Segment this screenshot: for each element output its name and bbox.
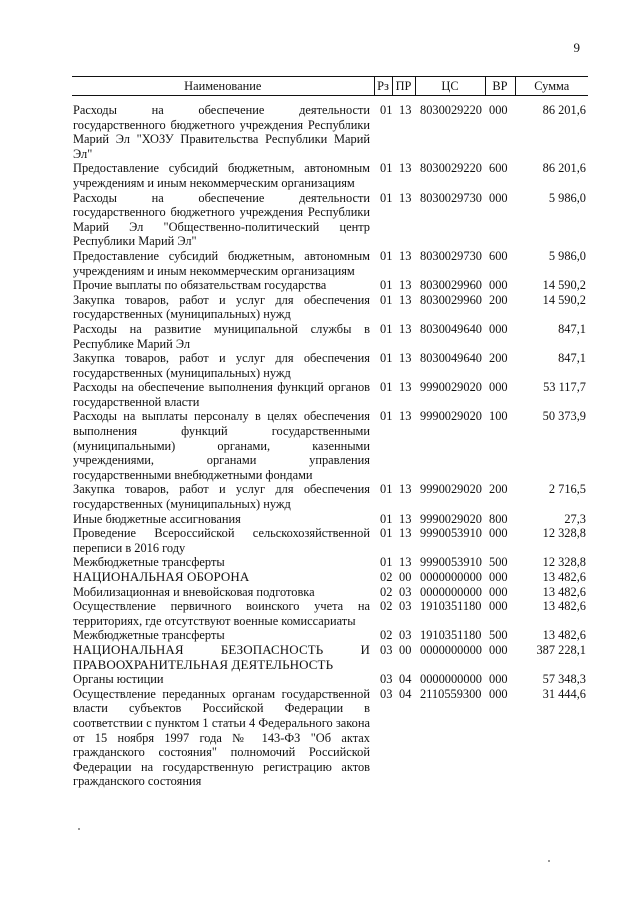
cell-vr: 200 <box>489 482 508 497</box>
cell-sum: 86 201,6 <box>542 103 586 117</box>
cell-name: Предоставление субсидий бюджетным, автономным учреждениям и иным некоммерческим организациям <box>73 161 370 190</box>
cell-name: НАЦИОНАЛЬНАЯ БЕЗОПАСНОСТЬ И ПРАВООХРАНИТЕЛЬНАЯ ДЕЯТЕЛЬНОСТЬ <box>73 642 370 672</box>
cell-rz: 01 <box>380 248 392 263</box>
table-row <box>72 161 588 190</box>
cell-rz: 01 <box>380 278 392 293</box>
table-header <box>72 77 588 96</box>
cell-cs: 8030029220 <box>420 161 482 176</box>
cell-rz: 01 <box>380 482 392 497</box>
cell-sum: 50 373,9 <box>542 409 586 424</box>
cell-vr: 000 <box>489 584 508 599</box>
cell-name: Межбюджетные трансферты <box>73 628 225 643</box>
table-row <box>72 672 588 687</box>
cell-sum: 13 482,6 <box>542 584 586 599</box>
page-number: 9 <box>573 40 580 55</box>
cell-sum: 13 482,6 <box>542 570 586 584</box>
cell-sum: 12 328,8 <box>542 555 586 570</box>
cell-cs: 8030049640 <box>420 321 482 336</box>
cell-rz: 02 <box>380 599 392 614</box>
cell-cs: 9990029020 <box>420 380 482 395</box>
cell-sum: 13 482,6 <box>542 628 586 643</box>
cell-pr: 13 <box>399 292 412 307</box>
cell-cs: 9990053910 <box>420 526 482 541</box>
cell-rz: 02 <box>380 628 392 643</box>
cell-cs: 2110559300 <box>420 686 482 701</box>
cell-name: Органы юстиции <box>73 672 164 687</box>
cell-sum: 847,1 <box>558 321 586 336</box>
cell-rz: 01 <box>380 321 392 336</box>
cell-vr: 500 <box>489 628 508 643</box>
scan-speck <box>78 828 80 830</box>
cell-sum: 86 201,6 <box>542 161 586 176</box>
cell-pr: 03 <box>399 628 412 643</box>
cell-name: Предоставление субсидий бюджетным, автономным учреждениям и иным некоммерческим организациям <box>73 248 370 278</box>
scan-speck <box>548 860 550 862</box>
cell-vr: 200 <box>489 292 508 307</box>
table-row <box>72 191 588 249</box>
header-name: Наименование <box>72 77 374 96</box>
cell-cs: 8030029960 <box>420 292 482 307</box>
cell-pr: 00 <box>399 642 412 657</box>
cell-name: Закупка товаров, работ и услуг для обеспечения государственных (муниципальных) нужд <box>73 482 370 512</box>
cell-cs: 0000000000 <box>420 672 482 687</box>
cell-sum: 27,3 <box>564 511 586 526</box>
cell-sum: 57 348,3 <box>542 672 586 687</box>
table-body <box>72 96 588 789</box>
cell-pr: 03 <box>399 599 412 614</box>
cell-name: Проведение Всероссийской сельскохозяйственной переписи в 2016 году <box>73 526 370 555</box>
cell-rz: 01 <box>380 511 392 526</box>
cell-vr: 600 <box>489 161 508 176</box>
cell-rz: 02 <box>380 570 392 584</box>
cell-pr: 13 <box>399 161 412 176</box>
cell-cs: 0000000000 <box>420 584 482 599</box>
cell-sum: 13 482,6 <box>542 599 586 614</box>
cell-cs: 8030029730 <box>420 248 482 263</box>
cell-name: Расходы на развитие муниципальной службы в Республике Марий Эл <box>73 321 370 351</box>
cell-pr: 13 <box>399 511 412 526</box>
cell-rz: 01 <box>380 409 392 424</box>
cell-vr: 000 <box>489 278 508 293</box>
table-row <box>72 96 588 162</box>
header-cs: ЦС <box>415 77 485 96</box>
cell-cs: 9990029020 <box>420 511 482 526</box>
cell-cs: 8030029960 <box>420 278 482 293</box>
cell-cs: 8030049640 <box>420 351 482 366</box>
cell-sum: 5 986,0 <box>548 248 586 263</box>
cell-pr: 13 <box>399 190 412 205</box>
cell-name: Закупка товаров, работ и услуг для обеспечения государственных (муниципальных) нужд <box>73 351 370 380</box>
cell-rz: 01 <box>380 161 392 176</box>
cell-pr: 04 <box>399 672 412 687</box>
table-row <box>72 526 588 555</box>
cell-pr: 13 <box>399 321 412 336</box>
cell-vr: 200 <box>489 351 508 366</box>
cell-sum: 14 590,2 <box>542 292 586 307</box>
cell-pr: 13 <box>399 351 412 366</box>
table-row <box>72 293 588 322</box>
table-row <box>72 380 588 409</box>
cell-sum: 2 716,5 <box>548 482 586 497</box>
table-row <box>72 249 588 278</box>
cell-cs: 1910351180 <box>420 599 482 614</box>
cell-rz: 01 <box>380 380 392 395</box>
budget-table <box>72 76 588 789</box>
cell-vr: 000 <box>489 526 508 541</box>
cell-pr: 13 <box>399 482 412 497</box>
cell-rz: 01 <box>380 351 392 366</box>
cell-vr: 000 <box>489 321 508 336</box>
table-row <box>72 482 588 511</box>
table-row <box>72 351 588 380</box>
cell-name: Иные бюджетные ассигнования <box>73 511 241 526</box>
cell-pr: 13 <box>399 526 412 541</box>
cell-cs: 0000000000 <box>420 570 482 584</box>
table-row <box>72 512 588 527</box>
cell-vr: 000 <box>489 190 508 205</box>
cell-cs: 8030029220 <box>420 103 482 117</box>
cell-rz: 03 <box>380 672 392 687</box>
table-row <box>72 599 588 628</box>
cell-pr: 13 <box>399 409 412 424</box>
cell-vr: 000 <box>489 103 508 117</box>
cell-vr: 600 <box>489 248 508 263</box>
header-vr: ВР <box>485 77 515 96</box>
cell-sum: 847,1 <box>558 351 586 366</box>
cell-cs: 8030029730 <box>420 190 482 205</box>
table-row <box>72 409 588 482</box>
cell-sum: 31 444,6 <box>542 686 586 701</box>
cell-name: Осуществление первичного воинского учета на территориях, где отсутствуют военные комиссариаты <box>73 599 370 628</box>
table-row <box>72 322 588 351</box>
cell-vr: 000 <box>489 672 508 687</box>
table-row <box>72 643 588 672</box>
cell-vr: 500 <box>489 555 508 570</box>
cell-vr: 000 <box>489 380 508 395</box>
header-sum: Сумма <box>515 77 588 96</box>
cell-pr: 03 <box>399 584 412 599</box>
cell-cs: 0000000000 <box>420 642 482 657</box>
cell-name: НАЦИОНАЛЬНАЯ ОБОРОНА <box>73 570 250 584</box>
table-row <box>72 555 588 570</box>
cell-name: Расходы на обеспечение выполнения функций органов государственной власти <box>73 380 370 409</box>
cell-pr: 04 <box>399 686 412 701</box>
cell-name: Расходы на обеспечение деятельности государственного бюджетного учреждения Республики Марий Эл "ХОЗУ Правительства Республики Марий Эл" <box>73 103 370 161</box>
header-rz: Рз <box>374 77 392 96</box>
cell-cs: 9990029020 <box>420 409 482 424</box>
cell-sum: 14 590,2 <box>542 278 586 293</box>
cell-cs: 9990053910 <box>420 555 482 570</box>
cell-rz: 03 <box>380 686 392 701</box>
cell-pr: 13 <box>399 278 412 293</box>
cell-name: Закупка товаров, работ и услуг для обеспечения государственных (муниципальных) нужд <box>73 292 370 322</box>
table-row <box>72 585 588 600</box>
cell-pr: 13 <box>399 103 412 117</box>
cell-sum: 387 228,1 <box>536 642 586 657</box>
table-row <box>72 687 588 789</box>
cell-rz: 01 <box>380 103 392 117</box>
cell-vr: 800 <box>489 511 508 526</box>
table-row <box>72 278 588 293</box>
cell-rz: 01 <box>380 526 392 541</box>
cell-name: Мобилизационная и вневойсковая подготовка <box>73 584 315 599</box>
cell-vr: 000 <box>489 599 508 614</box>
cell-vr: 100 <box>489 409 508 424</box>
cell-sum: 12 328,8 <box>542 526 586 541</box>
cell-vr: 000 <box>489 570 508 584</box>
cell-cs: 9990029020 <box>420 482 482 497</box>
cell-vr: 000 <box>489 642 508 657</box>
cell-name: Межбюджетные трансферты <box>73 555 225 570</box>
cell-rz: 01 <box>380 292 392 307</box>
cell-cs: 1910351180 <box>420 628 482 643</box>
header-pr: ПР <box>392 77 415 96</box>
table-row <box>72 570 588 585</box>
cell-name: Расходы на обеспечение деятельности государственного бюджетного учреждения Республики Марий Эл "Общественно-политический центр Республики Марий Эл" <box>73 190 370 249</box>
cell-pr: 13 <box>399 380 412 395</box>
cell-name: Осуществление переданных органам государственной власти субъектов Российской Федерации в соответствии с пунктом 1 статьи 4 Федерального закона от 15 ноября 1997 года № 143-ФЗ "Об актах гражданского состояния" полномочий Российской Федерации на государственную регистрацию актов гражданского состояния <box>73 686 370 789</box>
cell-rz: 02 <box>380 584 392 599</box>
table-row <box>72 628 588 643</box>
cell-pr: 13 <box>399 555 412 570</box>
cell-rz: 01 <box>380 555 392 570</box>
cell-vr: 000 <box>489 686 508 701</box>
cell-rz: 01 <box>380 190 392 205</box>
cell-pr: 13 <box>399 248 412 263</box>
cell-name: Прочие выплаты по обязательствам государства <box>73 278 327 293</box>
cell-sum: 5 986,0 <box>548 190 586 205</box>
cell-sum: 53 117,7 <box>543 380 586 395</box>
cell-pr: 00 <box>399 570 412 584</box>
cell-name: Расходы на выплаты персоналу в целях обеспечения выполнения функций государственными (муниципальными) органами, казенными учреждениями, органами управления государственными внебюджетными фондами <box>73 409 370 482</box>
cell-rz: 03 <box>380 642 392 657</box>
